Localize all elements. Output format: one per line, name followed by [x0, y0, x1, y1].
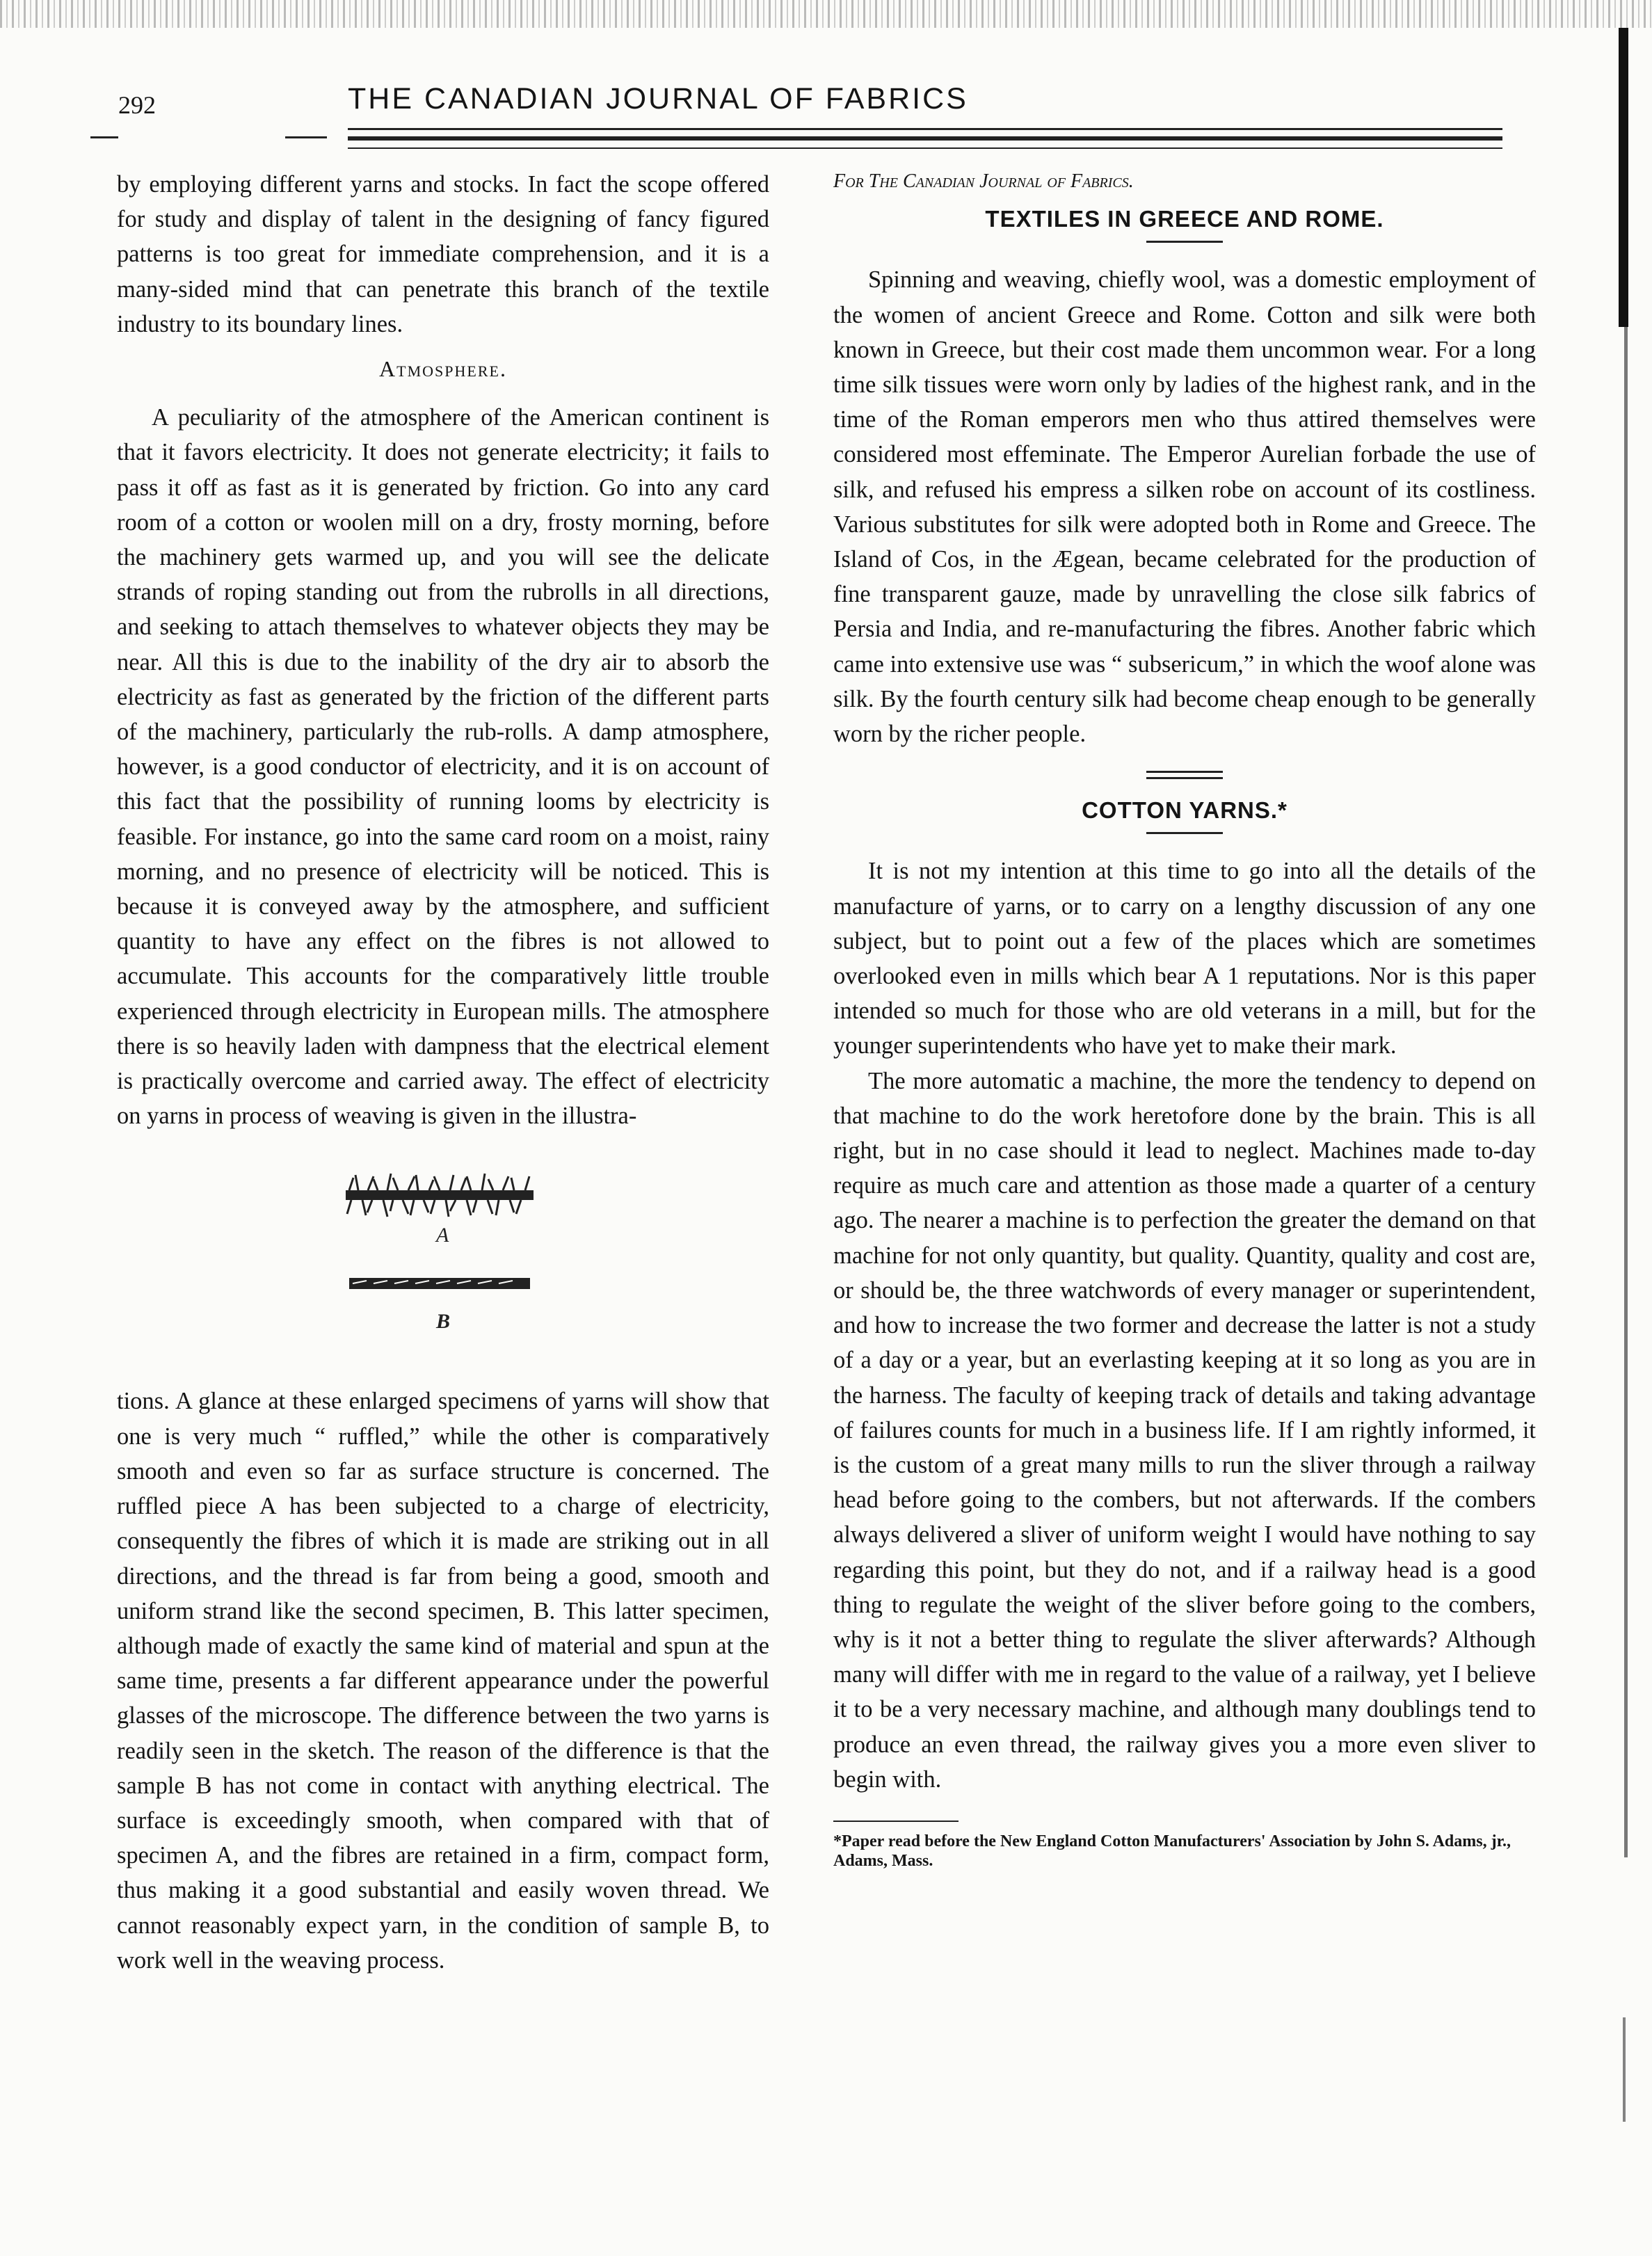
figure-label-a: A: [436, 1224, 449, 1247]
page-number: 292: [118, 91, 156, 119]
scan-artifact-top: [0, 0, 1652, 28]
article-separator: [1146, 771, 1223, 779]
article-credit: For The Canadian Journal of Fabrics.: [833, 170, 1134, 192]
footnote-text: *Paper read before the New England Cotton Manufacturers' Association by John S. Adams, jr., Adams, Mass.: [833, 1832, 1511, 1870]
article-title: COTTON YARNS.*: [1082, 797, 1288, 824]
scan-edge: [1619, 28, 1628, 327]
scan-edge: [1623, 2017, 1626, 2122]
footnote-rule: [833, 1821, 959, 1822]
article-title: TEXTILES IN GREECE AND ROME.: [985, 206, 1384, 232]
header-rule: [348, 136, 1502, 141]
paragraph: The more automatic a machine, the more the tendency to depend on that machine to do the work heretofore done by the brain. This is all right, but in no case should it lead to neglect. Machines made to-day require as much care and attention as those made a quarter of a century ago. The nearer a machine is to perfection the greater the demand on that machine for not only quantity, but quality. Quantity, quality and cost are, or should be, the three watchwords of every manager or superintendent, and how to increase the two former and decrease the latter is not a study of a day or a year, but an everlasting keeping at it so long as you are in the harness. The faculty of keeping track of details and taking advantage of failures counts for much in a business life. If I am rightly informed, it is the custom of a great many mills to run the sliver through a railway head before going to the combers, but not afterwards. If the combers always delivered a sliver of uniform weight I would have nothing to say regarding this point, but they do not, and if a railway head is a good thing to regulate the weight of the sliver before going to the combers, why is it not a better thing to regulate the sliver afterwards? Although many will differ with me in regard to the value of a railway, yet I believe it to be a very necessary machine, and although many doublings tend to produce an even thread, the railway gives you a more even sliver to begin with.: [833, 1067, 1536, 1793]
header-rule: [348, 128, 1502, 130]
paragraph: tions. A glance at these enlarged specimens of yarns will show that one is very much “ ruffled,” while the other is comparatively smooth and even so far as surface structure is concerned. The ruffled piece A has been subjected to a charge of electricity, consequently the fibres of which it is made are striking out in all directions, and the thread is far from being a good, smooth and uniform strand like the second specimen, B. This latter specimen, although made of exactly the same kind of material and spun at the same time, presents a far different appearance under the powerful glasses of the microscope. The difference between the two yarns is readily seen in the sketch. The reason of the difference is that the sample B has not come in contact with anything electrical. The surface is exceedingly smooth, when compared with that of specimen A, and the fibres are retained in a firm, compact form, thus making it a good substantial and easily woven thread. We cannot reasonably expect yarn, in the condition of sample B, to work well in the weaving process.: [117, 1388, 769, 1974]
ruffled-yarn-a-illustration: [346, 1174, 534, 1217]
smooth-yarn-b-illustration: [349, 1278, 530, 1289]
journal-title: THE CANADIAN JOURNAL OF FABRICS: [348, 82, 968, 115]
right-column: [833, 167, 1536, 1871]
header-rule: [90, 136, 118, 138]
title-rule: [1146, 832, 1223, 834]
paragraph: by employing different yarns and stocks. In fact the scope offered for study and display of talent in the designing of fancy figured patterns is too great for immediate comprehension, and it is a many-sided mind that can penetrate this branch of the textile industry to its boundary lines.: [117, 171, 769, 337]
section-heading: Atmosphere.: [379, 356, 507, 382]
header-rule: [285, 136, 327, 138]
footnote: [833, 1821, 1536, 1871]
paragraph: A peculiarity of the atmosphere of the American continent is that it favors electricity. It does not generate electricity; it fails to pass it off as fast as it is generated by friction. Go into any card room of a cotton or woolen mill on a dry, frosty morning, before the machinery gets warmed up, and you will see the delicate strands of roping standing out from the rubrolls in all directions, and seeking to attach themselves to whatever objects they may be near. All this is due to the inability of the dry air to absorb the electricity as fast as generated by the friction of the different parts of the machinery, particularly the rub-rolls. A damp atmosphere, however, is a good conductor of electricity, and it is on account of this fact that the possibility of running looms by electricity is feasible. For instance, go into the same card room on a moist, rainy morning, and no presence of electricity will be noticed. This is because it is conveyed away by the atmosphere, and sufficient quantity to have any effect on the fibres is not allowed to accumulate. This accounts for the comparatively little trouble experienced through electricity in European mills. The atmosphere there is so heavily laden with dampness that the electrical element is practically overcome and carried away. The effect of electricity on yarns in process of weaving is given in the illustra-: [117, 404, 769, 1130]
title-rule: [1146, 241, 1223, 243]
yarn-specimens-figure: [332, 1154, 554, 1363]
paragraph: It is not my intention at this time to go into all the details of the manufacture of yarns, or to carry on a lengthy discussion of any one subject, but to point out a few of the places which are sometimes overlooked even in mills which bear A 1 reputations. Nor is this paper intended so much for those who are old veterans in a mill, but for the younger superintendents who have yet to make their mark.: [833, 858, 1536, 1059]
header-rule: [348, 147, 1502, 149]
scan-edge: [1624, 327, 1628, 1857]
paragraph: Spinning and weaving, chiefly wool, was a domestic employment of the women of ancient Greece and Rome. Cotton and silk were both known in Greece, but their cost made them uncommon wear. For a long time silk tissues were worn only by ladies of the highest rank, and in the time of the Roman emperors men who thus attired themselves were considered most effeminate. The Emperor Aurelian forbade the use of silk, and refused his empress a silken robe on account of its costliness. Various substitutes for silk were adopted both in Rome and Greece. The Island of Cos, in the Ægean, became celebrated for the production of fine transparent gauze, made by unravelling the close silk fabrics of Persia and India, and re-manufacturing the fibres. Another fabric which came into extensive use was “ subsericum,” in which the woof alone was silk. By the fourth century silk had become cheap enough to be generally worn by the richer people.: [833, 266, 1536, 748]
figure-label-b: B: [436, 1310, 451, 1334]
left-column: [117, 167, 769, 1978]
